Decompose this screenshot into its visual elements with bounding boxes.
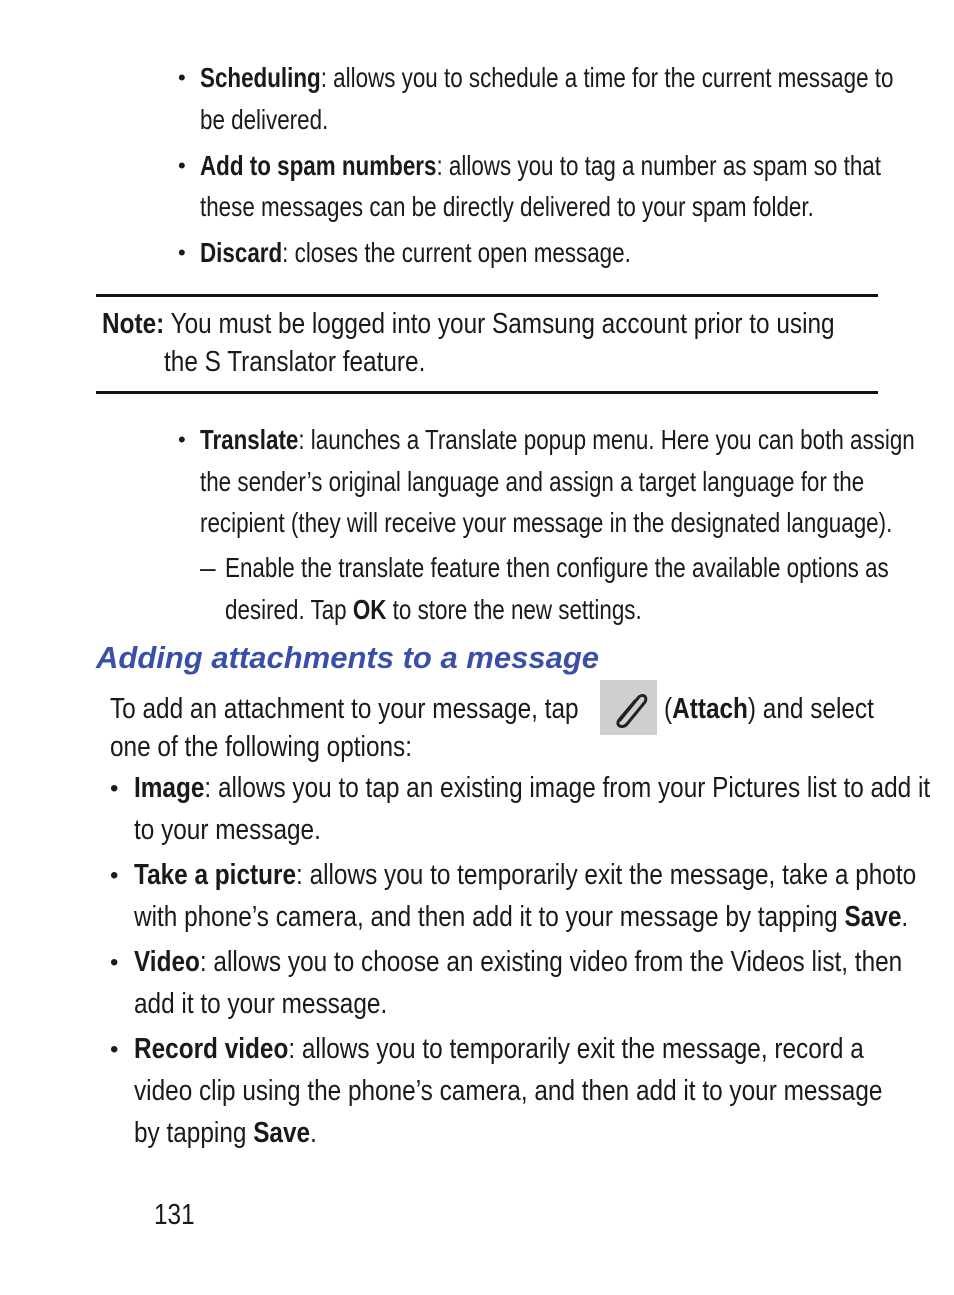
term-add-to-spam: Add to spam numbers [200,150,437,181]
paperclip-icon [600,680,657,735]
bullet-dot: • [110,949,119,976]
term-video: Video [134,946,200,978]
ok-label: OK [352,594,387,625]
dash-marker: – [200,552,216,583]
note-label: Note: [102,308,165,340]
section-heading: Adding attachments to a message [96,640,600,675]
bullet-dot: • [110,862,119,889]
term-discard: Discard [200,237,283,268]
save-label: Save [844,901,902,933]
term-translate: Translate [200,424,299,455]
term-scheduling: Scheduling [200,62,321,93]
note-line-1: Note: You must be logged into your Samsung account prior to using [102,308,835,340]
bullet-dot: • [178,240,186,265]
note-bottom-rule [96,391,878,394]
note-top-rule [96,294,878,297]
save-label: Save [253,1117,311,1149]
intro-attach-text: (Attach) and select [664,693,874,725]
bullet-dot: • [110,775,119,802]
term-image: Image [134,772,205,804]
term-record-video: Record video [134,1033,289,1065]
page-number: 131 [154,1199,195,1231]
bullet-dot: • [110,1036,119,1063]
term-take-picture: Take a picture [134,859,297,891]
bullet-dot: • [178,153,186,178]
intro-line-1: To add an attachment to your message, tap [110,693,579,725]
bullet-dot: • [178,427,186,452]
bullet-dot: • [178,65,186,90]
attach-label: Attach [672,693,748,725]
note-line-2: the S Translator feature. [164,346,426,378]
intro-line-2: one of the following options: [110,731,413,763]
